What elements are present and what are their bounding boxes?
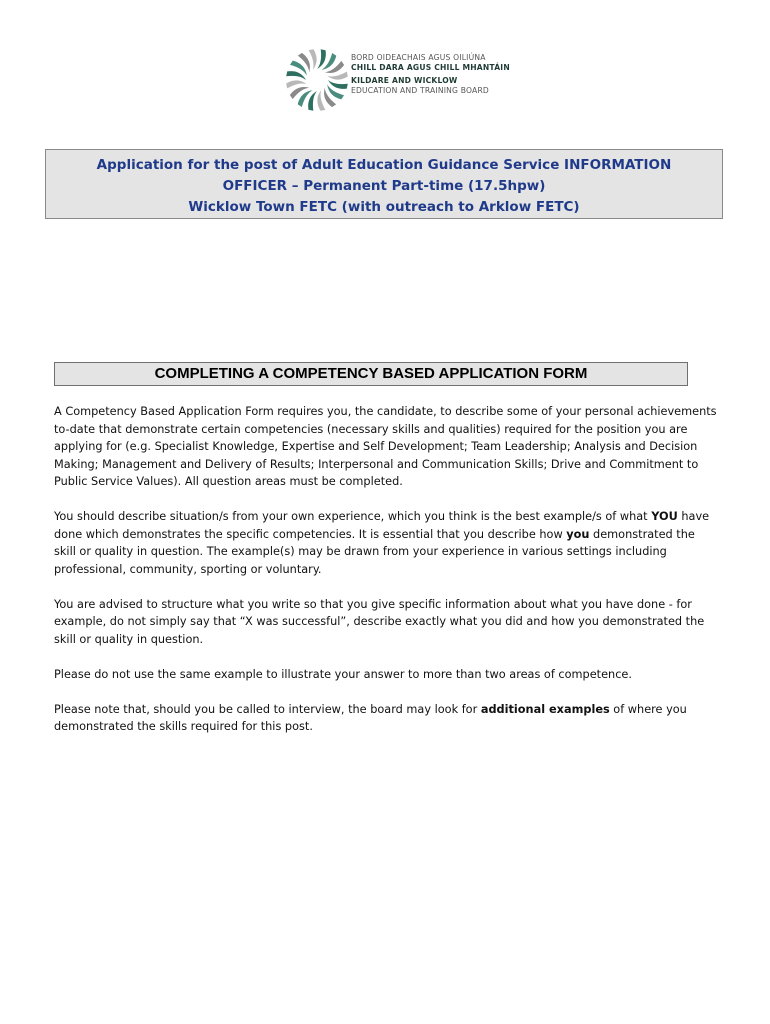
logo-line-english-1: KILDARE AND WICKLOW xyxy=(351,76,458,85)
etb-logo xyxy=(283,46,510,116)
logo-blade xyxy=(308,91,317,111)
post-title-line-2: OFFICER – Permanent Part-time (17.5hpw) xyxy=(222,178,546,194)
logo-blade xyxy=(328,80,348,89)
emphasis-additional-examples: additional examples xyxy=(480,702,610,716)
section-heading-box xyxy=(54,362,688,386)
logo-blade xyxy=(286,71,306,80)
logo-line-english-2: EDUCATION AND TRAINING BOARD xyxy=(351,86,489,95)
paragraph-example-limit: Please do not use the same example to illustrate your answer to more than two areas of competence. xyxy=(54,667,632,681)
post-title-line-3: Wicklow Town FETC (with outreach to Arklow FETC) xyxy=(188,199,580,215)
logo-wordmark xyxy=(351,53,510,96)
paragraph-structure-advice: You are advised to structure what you write so that you give specific information about what you have done - for example, do not simply say that “X was successful”, describe exactly what you did and how you demonstrated the skill or quality in question. xyxy=(54,597,705,646)
emphasis-you-caps: YOU xyxy=(651,510,678,523)
logo-line-irish-1: BORD OIDEACHAIS AGUS OILIÚNA xyxy=(351,53,486,62)
logo-blade xyxy=(317,49,326,69)
logo-line-irish-2: CHILL DARA AGUS CHILL MHANTÁIN xyxy=(351,63,510,72)
post-title-line-1: Application for the post of Adult Education Guidance Service INFORMATION xyxy=(96,157,672,173)
emphasis-you: you xyxy=(566,527,590,541)
paragraph-describe-situations: You should describe situation/s from your own experience, which you think is the best example/s of what YOU have done which demonstrates the specific competencies. It is essential that you describe how you demonstrated the skill or quality in question. The example(s) may be drawn from your experience in various settings including professional, community, sporting or voluntary. xyxy=(54,510,710,576)
paragraph-intro: A Competency Based Application Form requires you, the candidate, to describe some of your personal achievements to-date that demonstrate certain competencies (necessary skills and qualities) required for the position you are applying for (e.g. Specialist Knowledge, Expertise and Self Development; Team Leadership; Analysis and Decision Making; Management and Delivery of Results; Interpersonal and Communication Skills; Drive and Commitment to Public Service Values). All question areas must be completed. xyxy=(54,405,717,488)
instructions-body xyxy=(54,403,718,753)
section-heading: COMPLETING A COMPETENCY BASED APPLICATION FORM xyxy=(154,365,588,382)
paragraph-interview-note: Please note that, should you be called to interview, the board may look for additional examples of where you demonstrated the skills required for this post. xyxy=(54,702,687,733)
etb-swirl-logo-icon xyxy=(283,46,351,114)
post-title-box xyxy=(45,149,723,219)
